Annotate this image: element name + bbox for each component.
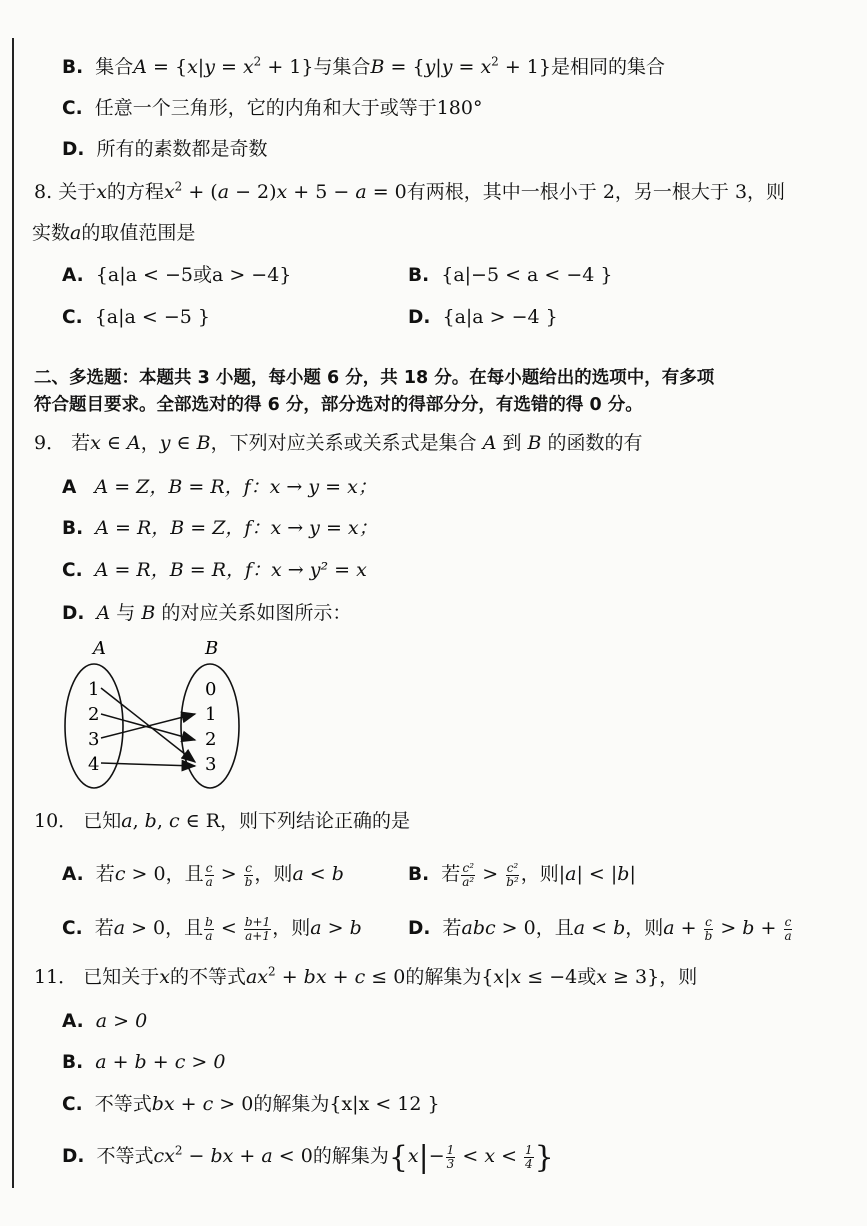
text: 的不等式 (169, 966, 246, 988)
text: ，且 (535, 917, 574, 940)
text: 若 (71, 432, 91, 454)
q11-option-c: C. 不等式bx + c > 0的解集为{x|x < 12 } (62, 1093, 440, 1115)
set-a-element: 3 (88, 729, 100, 750)
text: 的解集为 (312, 1145, 389, 1167)
q9-option-b (62, 519, 378, 539)
question-11: 11． 已知关于x的不等式$ax^2$ + bx + c ≤ 0的解集为{x|x ≤ −4或x ≥ 3}，则 (34, 964, 698, 988)
text: 不等式 (94, 1093, 152, 1115)
q8-option-a (62, 266, 291, 286)
option-label: D. (408, 918, 431, 940)
option-label: C. (62, 1094, 83, 1115)
option-text: {a|−5 < a < −4 } (441, 264, 613, 286)
text: 已知 (83, 810, 122, 832)
q8-option-b (408, 266, 613, 286)
option-label: B. (408, 864, 430, 886)
option-label: C. (62, 560, 83, 581)
text: ，且 (165, 917, 204, 940)
text: 不等式 (96, 1145, 154, 1167)
text: 的方程 (106, 181, 164, 203)
q7-option-b: B. 集合$A = \{x|y = x^2 + 1\}$与集合$B = \{y|y = x^2 + 1\}$是相同的集合 (62, 54, 665, 78)
option-label: B. (62, 518, 84, 539)
text: ，下列对应关系或关系式是集合 (210, 432, 483, 454)
q10-option-d: D. 若abc > 0，且a < b，则a + $\frac{c}{b}$ > b + $\frac{c}{a}$ (408, 915, 792, 943)
set-a-label: A (93, 638, 106, 659)
question-number: 9． (34, 432, 66, 454)
option-label: B. (408, 265, 430, 286)
q10-option-b: B. 若 $\frac{\text{c²}}{\text{a²}}$ > $\frac{\text{c²}}{\text{b²}}$ ，则|a| < |b| (408, 861, 636, 889)
option-label: D. (62, 603, 85, 624)
text: 与 (110, 602, 142, 624)
text: 若 (442, 917, 462, 940)
option-text: A = R，B = Z，f：x → y = x； (95, 517, 378, 539)
set-b-element: 3 (205, 754, 217, 775)
set-b-label: B (205, 638, 219, 659)
q9-option-a (62, 478, 377, 498)
q8-option-c (62, 308, 210, 328)
text: ，且 (165, 863, 204, 886)
text: 若 (94, 917, 114, 940)
text: ，则下列结论正确的是 (220, 810, 411, 832)
section-heading-line1: 二、多选题：本题共 3 小题，每小题 6 分，共 18 分。在每小题给出的选项中，有多项 (34, 368, 715, 388)
option-label: C. (62, 918, 83, 940)
q11-option-a (62, 1012, 147, 1032)
q11-option-d: D. 不等式$cx^2$ − bx + a < 0的解集为{x|− $\frac{1}{3}$ < x < $\frac{1}{4}$ } (62, 1140, 554, 1175)
q11-option-b (62, 1053, 225, 1073)
set-b-element: 0 (205, 679, 217, 700)
text: 有两根，其中一根小于 2，另一根大于 3，则 (406, 181, 786, 203)
option-text: {a|a < −5或a > −4} (95, 264, 292, 286)
text: 集合 (95, 56, 134, 78)
q8-option-d (408, 308, 558, 328)
option-label: A. (62, 1011, 84, 1032)
text: ，则 (254, 863, 293, 886)
option-text: 所有的素数都是奇数 (96, 138, 268, 160)
text: ，则 (625, 917, 664, 940)
option-text: A = Z，B = R，f：x → y = x； (94, 476, 377, 498)
text: 关于 (58, 181, 97, 203)
section-heading-line2: 符合题目要求。全部选对的得 6 分，部分选对的得部分分，有选错的得 0 分。 (34, 395, 643, 415)
option-label: C. (62, 98, 83, 119)
q10-option-c: C. 若a > 0，且 $\frac{b}{a}$ < $\frac{b+1}{a+1}$ ，则a > b (62, 915, 362, 943)
text: 实数 (32, 222, 71, 244)
mapping-arrow (101, 763, 195, 766)
q7-option-d (62, 140, 268, 160)
text: ，则 (272, 917, 311, 940)
question-9: 9． 若x ∈ A，y ∈ B，下列对应关系或关系式是集合 A 到 B 的函数的有 (34, 432, 643, 454)
text: {x|x < 12 } (329, 1093, 440, 1115)
question-number: 11． (34, 966, 78, 988)
text: ，则 (520, 863, 559, 886)
text: 的取值范围是 (81, 222, 196, 244)
q9-option-c (62, 561, 367, 581)
option-text: {a|a > −4 } (442, 306, 558, 328)
q7-option-c (62, 99, 482, 119)
text: 到 (496, 432, 528, 454)
option-label: D. (62, 139, 85, 160)
question-number: 8. (34, 181, 53, 203)
text: 与集合 (313, 56, 371, 78)
text: 的解集为 (405, 966, 482, 988)
option-label: A. (62, 864, 84, 886)
option-label: C. (62, 307, 83, 328)
question-8: 8. 关于x的方程$x^2 + (a - 2)x + 5 - a = 0$有两根，其中一根小于 2，另一根大于 3，则 (34, 179, 786, 203)
question-8-line2: 实数a的取值范围是 (32, 222, 196, 244)
text: 若 (95, 863, 115, 886)
option-text: 任意一个三角形，它的内角和大于或等于180° (94, 97, 483, 119)
option-text: A = R，B = R，f：x → y² = x (94, 559, 367, 581)
option-label: B. (62, 57, 84, 78)
option-text: {a|a < −5 } (94, 306, 210, 328)
set-b-element: 1 (205, 704, 217, 725)
question-10: 10． 已知a, b, c ∈ R，则下列结论正确的是 (34, 810, 411, 832)
text: ，则 (659, 966, 698, 988)
text: 若 (441, 863, 461, 886)
text: 是相同的集合 (550, 56, 665, 78)
option-label: D. (408, 307, 431, 328)
set-a-element: 4 (88, 754, 100, 775)
option-label: A. (62, 265, 84, 286)
text: 的解集为 (253, 1093, 330, 1115)
option-label: D. (62, 1146, 85, 1167)
option-text: a + b + c > 0 (95, 1051, 226, 1073)
text: 的对应关系如图所示： (155, 602, 352, 624)
set-a-element: 2 (88, 704, 100, 725)
option-label: B. (62, 1052, 84, 1073)
option-label: A (62, 477, 77, 498)
q9-option-d: D. A 与 B 的对应关系如图所示： (62, 602, 352, 624)
set-a-element: 1 (88, 679, 100, 700)
q10-option-a: A. 若c > 0，且 $\frac{c}{a}$ > $\frac{c}{b}$ ，则a < b (62, 861, 344, 889)
text: 已知关于 (83, 966, 160, 988)
option-text: a > 0 (95, 1010, 148, 1032)
set-b-element: 2 (205, 729, 217, 750)
question-number: 10． (34, 810, 78, 832)
mapping-diagram (55, 632, 255, 797)
text: 的函数的有 (541, 432, 643, 454)
